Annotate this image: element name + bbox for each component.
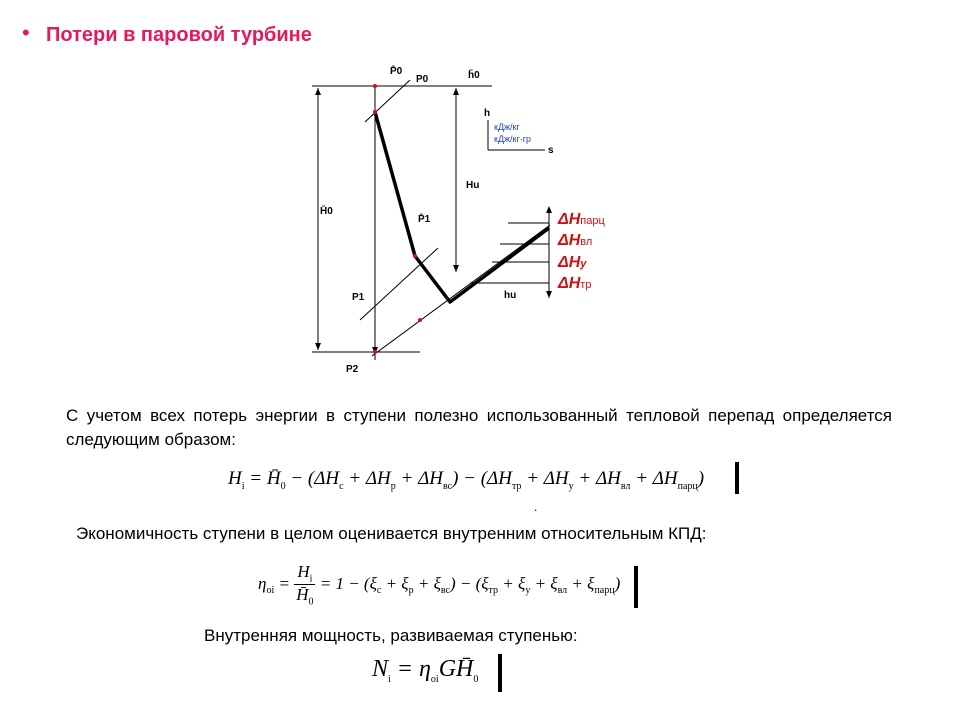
label-hu-side: Hu xyxy=(466,180,480,191)
formula-power: $N_i$ = $\eta_{oi}GH̄_0$ xyxy=(372,656,479,685)
isobar-p2 xyxy=(372,225,550,356)
isobar-p1 xyxy=(360,248,438,320)
label-units-h: кДж/кг xyxy=(494,122,520,132)
formula-efficiency: $\eta_{oi}$ = $\frac{H_i}{H̄_0}$ = $1 - (\xi_c + \xi_p + \xi_{вс}) - (\xi_{тр} + \xi_у + \xi_{вл} + \xi_{парц})$ xyxy=(258,562,621,608)
label-h0-bar-top: h̄0 xyxy=(468,70,480,81)
loss-label-parts: ΔHпарц xyxy=(558,211,605,228)
slide-title: Потери в паровой турбине xyxy=(46,24,312,46)
label-p1: P1 xyxy=(352,292,365,303)
label-units-hs: кДж/кг·гр xyxy=(494,134,532,144)
paragraph-losses: С учетом всех потерь энергии в ступени полезно использованный тепловой перепад определяется следующим образом: xyxy=(66,406,892,449)
formula2-cursor-bar xyxy=(634,566,638,608)
loss-label-tr: ΔHтр xyxy=(558,275,592,292)
label-h-axis: h xyxy=(484,108,491,119)
label-p1-bar: P̄1 xyxy=(418,214,431,225)
small-dot: . xyxy=(534,500,538,514)
power-text: Внутренняя мощность, развиваемая ступенью: xyxy=(204,626,578,645)
efficiency-text: Экономичность ступени в целом оценивается внутренним относительным КПД: xyxy=(76,524,707,543)
loss-label-vl: ΔHвл xyxy=(558,232,593,249)
formula-cursor-bar xyxy=(735,462,739,494)
label-p2: P2 xyxy=(346,364,359,375)
label-s-axis: s xyxy=(548,145,554,156)
bullet: • xyxy=(22,20,30,45)
formula-heat-drop: $H_i$ = $H̄_0 - (\Delta H_c + \Delta H_p + \Delta H_{вс}) - (\Delta H_{тр} + \Delta H_у + \Delta H_{вл} + \Delta H_{парц})$ xyxy=(228,468,705,492)
label-p0: P0 xyxy=(416,74,429,85)
formula3-cursor-bar xyxy=(498,654,502,692)
loss-label-u: ΔHу xyxy=(558,254,587,271)
label-hu-bottom: hu xyxy=(504,290,517,301)
label-p0-bar: P̄0 xyxy=(390,66,403,77)
label-h0-bar-left: H̄0 xyxy=(320,206,333,217)
